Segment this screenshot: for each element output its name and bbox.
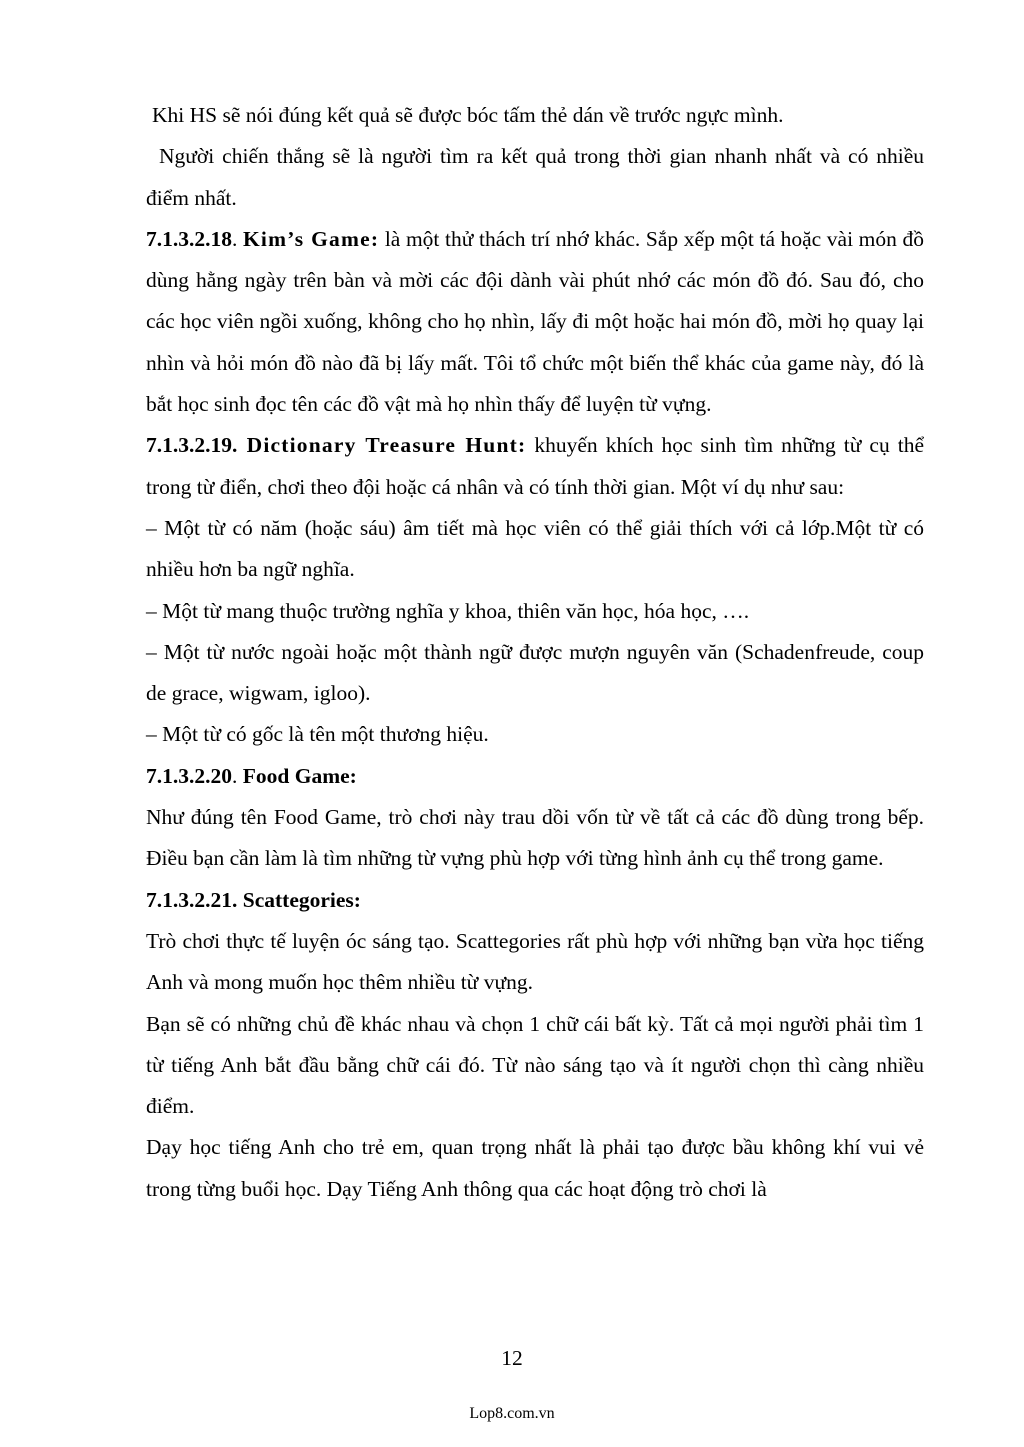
list-item [146,714,924,755]
list-item-text: – Một từ có năm (hoặc sáu) âm tiết mà học viên có thể giải thích với cả lớp.Một từ có nhiều hơn ba ngữ nghĩa. [146,515,924,582]
section-kims-game [146,219,924,425]
list-item [146,591,924,632]
section-number: 7.1.3.2.20 [146,763,232,788]
paragraph-winner [146,136,924,219]
list-item-text: – Một từ nước ngoài hoặc một thành ngữ được mượn nguyên văn (Schadenfreude, coup de grace, wigwam, igloo). [146,639,924,706]
section-scattegories-heading: 7.1.3.2.21. Scattegories: [146,887,361,912]
paragraph-text: Trò chơi thực tế luyện óc sáng tạo. Scattegories rất phù hợp với những bạn vừa học tiếng Anh và mong muốn học thêm nhiều từ vựng. [146,928,924,995]
section-number: 7.1.3.2.18 [146,226,232,251]
section-title: Kim’s Game: [242,226,380,251]
section-separator: . [232,226,243,251]
paragraph-text: Khi HS sẽ nói đúng kết quả sẽ được bóc tấm thẻ dán về trước ngực mình. [152,103,784,127]
list-item-text: – Một từ mang thuộc trường nghĩa y khoa, thiên văn học, hóa học, …. [146,598,750,623]
paragraph-result-sticker [146,95,924,136]
section-number: 7.1.3.2.19. [146,433,238,458]
paragraph-text: Bạn sẽ có những chủ đề khác nhau và chọn 1 chữ cái bất kỳ. Tất cả mọi người phải tìm 1 từ tiếng Anh bắt đầu bằng chữ cái đó. Từ nào sáng tạo và ít người chọn thì càng nhiều điểm. [146,1011,924,1119]
section-separator: . [232,763,243,788]
paragraph-text: Người chiến thắng sẽ là người tìm ra kết quả trong thời gian nhanh nhất và có nhiều điểm nhất. [146,144,924,210]
page-number: 12 [501,1346,523,1370]
section-body: là một thử thách trí nhớ khác. Sắp xếp một tá hoặc vài món đồ dùng hằng ngày trên bàn và mời các đội dành vài phút nhớ các món đồ đó. Sau đó, cho các học viên ngồi xuống, không cho họ nhìn, lấy đi một hoặc hai món đồ, mời họ quay lại nhìn và hỏi món đồ nào đã bị lấy mất. Tôi tổ chức một biến thể khác của game này, đó là bắt học sinh đọc tên các đồ vật mà họ nhìn thấy để luyện từ vựng. [146,226,924,417]
list-item [146,632,924,715]
section-title: Dictionary Treasure Hunt: [237,433,527,458]
section-food-game-body [146,797,924,880]
section-dictionary-treasure-hunt [146,425,924,508]
footer-site: Lop8.com.vn [469,1405,555,1422]
section-scattegories-rules [146,1004,924,1128]
page-body [146,95,924,1210]
section-title: Food Game: [242,763,357,788]
section-body: khuyến khích học sinh tìm những từ cụ thể trong từ điển, chơi theo đội hoặc cá nhân và có tính thời gian. Một ví dụ như sau: [146,433,924,499]
paragraph-closing [146,1127,924,1210]
list-item-text: – Một từ có gốc là tên một thương hiệu. [146,722,489,747]
section-food-game-heading [146,756,924,797]
section-scattegories-body [146,921,924,1004]
list-item [146,508,924,591]
paragraph-text: Như đúng tên Food Game, trò chơi này trau dồi vốn từ về tất cả các đồ dùng trong bếp. Điều bạn cần làm là tìm những từ vựng phù hợp với từng hình ảnh cụ thể trong game. [146,805,924,871]
paragraph-text: Dạy học tiếng Anh cho trẻ em, quan trọng nhất là phải tạo được bầu không khí vui vẻ trong từng buổi học. Dạy Tiếng Anh thông qua các hoạt động trò chơi là [146,1135,924,1201]
